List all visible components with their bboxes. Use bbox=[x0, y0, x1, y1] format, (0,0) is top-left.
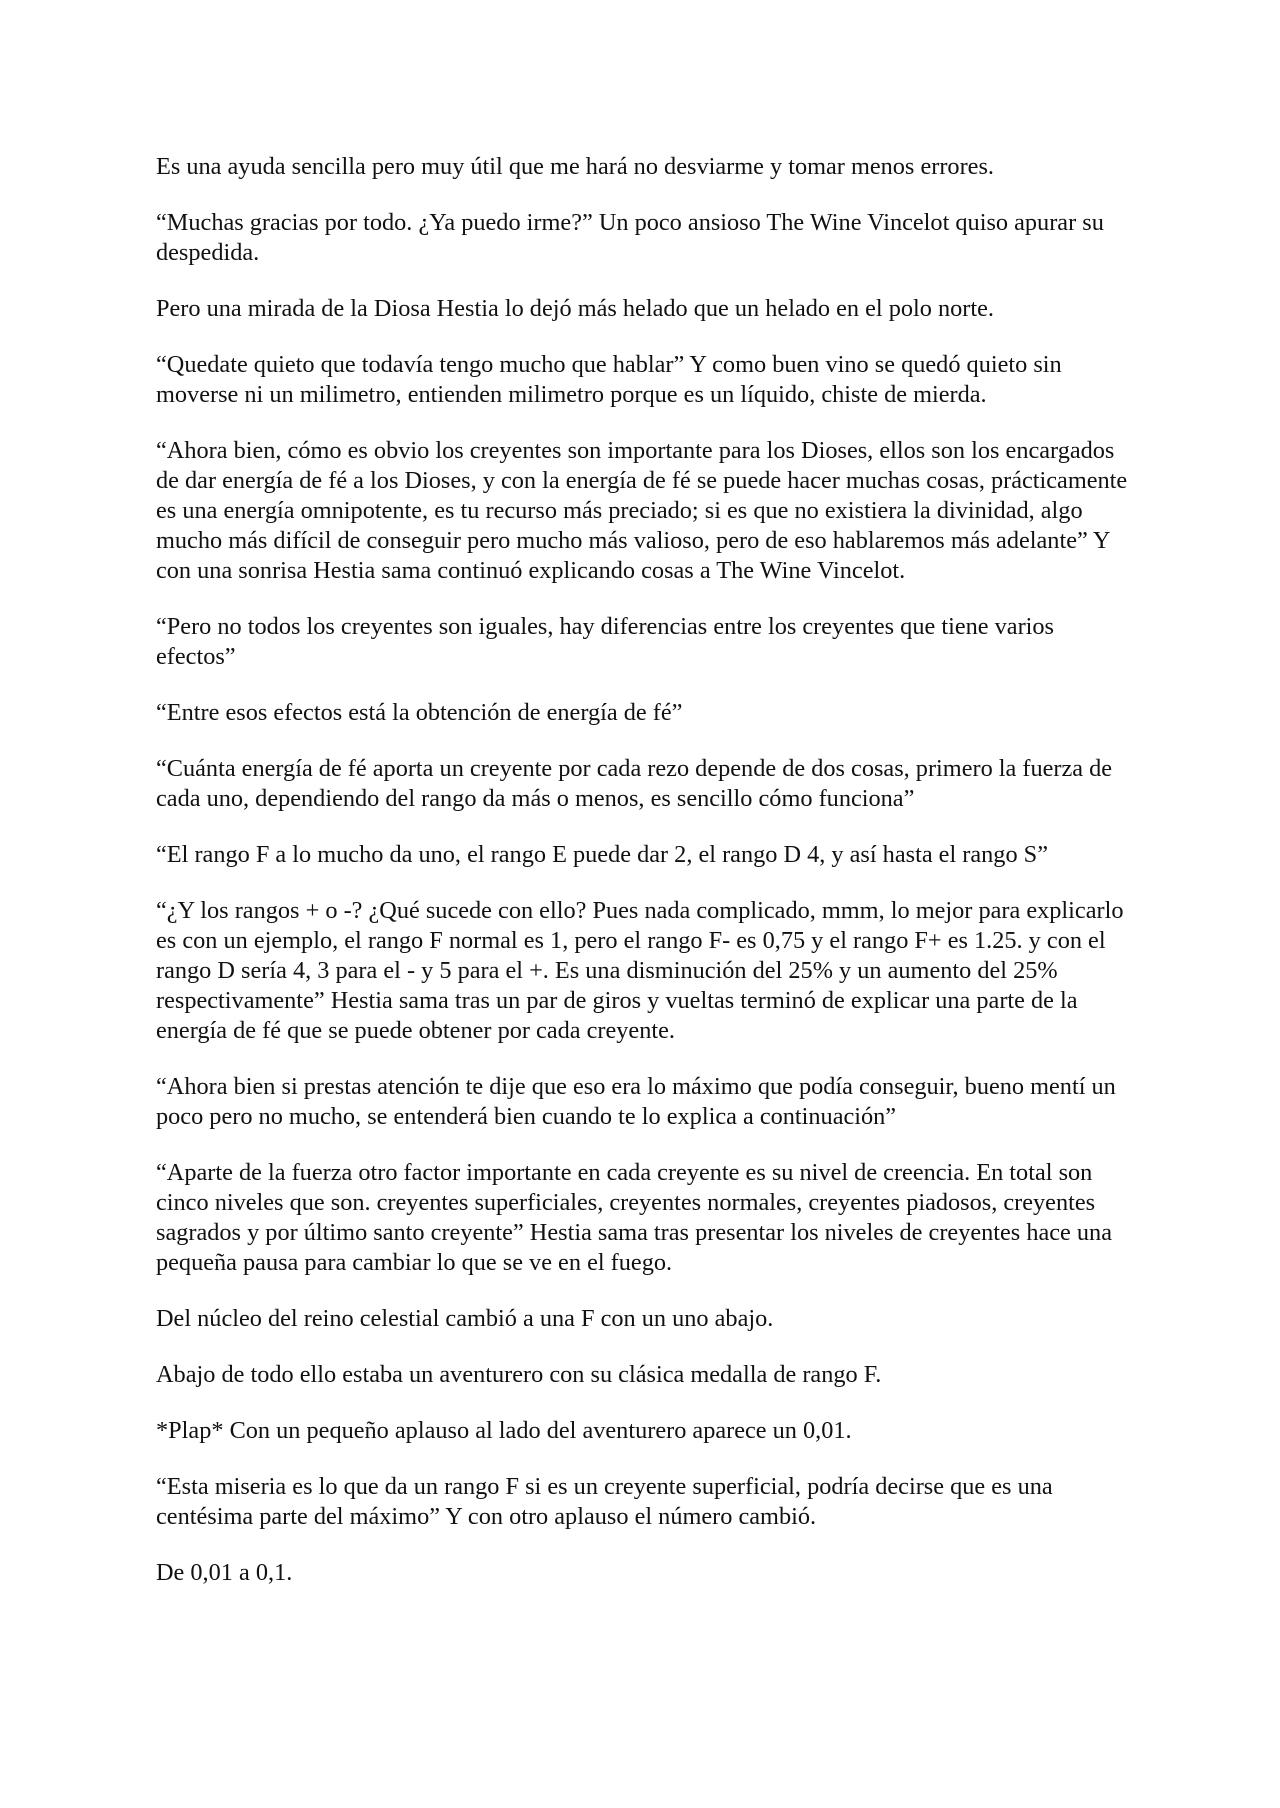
paragraph: “Cuánta energía de fé aporta un creyente por cada rezo depende de dos cosas, primero la fuerza de cada uno, dependiendo del rango da más o menos, es sencillo cómo funciona” bbox=[156, 755, 1113, 812]
paragraph: De 0,01 a 0,1. bbox=[156, 1559, 293, 1586]
paragraph: *Plap* Con un pequeño aplauso al lado del aventurero aparece un 0,01. bbox=[156, 1417, 852, 1444]
paragraph: Pero una mirada de la Diosa Hestia lo dejó más helado que un helado en el polo norte. bbox=[156, 295, 994, 322]
paragraph: “Ahora bien si prestas atención te dije que eso era lo máximo que podía conseguir, bueno mentí un poco pero no mucho, se entenderá bien cuando te lo explica a continuación” bbox=[156, 1073, 1116, 1130]
paragraph: “El rango F a lo mucho da uno, el rango E puede dar 2, el rango D 4, y así hasta el rango S” bbox=[156, 841, 1048, 868]
paragraph: “Entre esos efectos está la obtención de energía de fé” bbox=[156, 699, 683, 726]
paragraph: “¿Y los rangos + o -? ¿Qué sucede con ello? Pues nada complicado, mmm, lo mejor para explicarlo es con un ejemplo, el rango F normal es 1, pero el rango F- es 0,75 y el rango F+ es 1.25. y con el rango D sería 4, 3 para el - y 5 para el +. Es una disminución del 25% y un aumento del 25% respectivamente” Hestia sama tras un par de giros y vueltas terminó de explicar una parte de la energía de fé que se puede obtener por cada creyente. bbox=[156, 897, 1124, 1044]
paragraph: “Aparte de la fuerza otro factor importante en cada creyente es su nivel de creencia. En total son cinco niveles que son. creyentes superficiales, creyentes normales, creyentes piadosos, creyentes sagrados y por último santo creyente” Hestia sama tras presentar los niveles de creyentes hace una pequeña pausa para cambiar lo que se ve en el fuego. bbox=[156, 1159, 1112, 1276]
paragraph: “Pero no todos los creyentes son iguales, hay diferencias entre los creyentes que tiene varios efectos” bbox=[156, 613, 1055, 670]
paragraph: Abajo de todo ello estaba un aventurero con su clásica medalla de rango F. bbox=[156, 1361, 882, 1388]
paragraph: “Muchas gracias por todo. ¿Ya puedo irme?” Un poco ansioso The Wine Vincelot quiso apurar su despedida. bbox=[156, 209, 1104, 266]
paragraph: Es una ayuda sencilla pero muy útil que me hará no desviarme y tomar menos errores. bbox=[156, 153, 994, 180]
document-page bbox=[156, 152, 1136, 1614]
paragraph: “Esta miseria es lo que da un rango F si es un creyente superficial, podría decirse que es una centésima parte del máximo” Y con otro aplauso el número cambió. bbox=[156, 1473, 1053, 1530]
paragraph: “Ahora bien, cómo es obvio los creyentes son importante para los Dioses, ellos son los encargados de dar energía de fé a los Dioses, y con la energía de fé se puede hacer muchas cosas, prácticamente es una energía omnipotente, es tu recurso más preciado; si es que no existiera la divinidad, algo mucho más difícil de conseguir pero mucho más valioso, pero de eso hablaremos más adelante” Y con una sonrisa Hestia sama continuó explicando cosas a The Wine Vincelot. bbox=[156, 437, 1128, 584]
paragraph: “Quedate quieto que todavía tengo mucho que hablar” Y como buen vino se quedó quieto sin moverse ni un milimetro, entienden milimetro porque es un líquido, chiste de mierda. bbox=[156, 351, 1062, 408]
paragraph: Del núcleo del reino celestial cambió a una F con un uno abajo. bbox=[156, 1305, 774, 1332]
